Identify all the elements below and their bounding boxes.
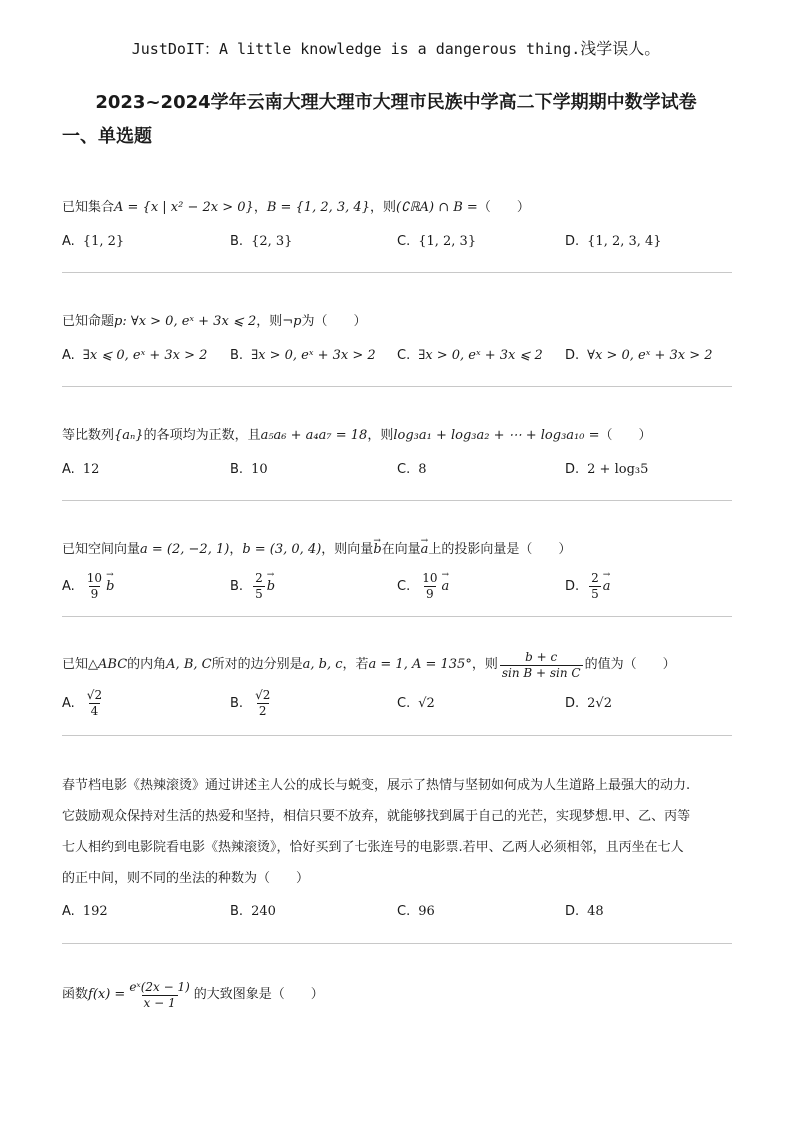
question-4-stem: 已知空间向量 a = (2, −2, 1) ， b = (3, 0, 4) ，则向量 → b 在向量 → a 上的投影向量是（ ） [62, 538, 732, 562]
option-b[interactable]: B. $\frac{√2}{2}$ [230, 687, 271, 718]
option-c[interactable]: C. 96 [397, 903, 435, 919]
divider [62, 735, 732, 736]
option-c[interactable]: C. 8 [397, 461, 427, 477]
question-1-options [62, 226, 732, 256]
question-2-stem: 已知命题 p: ∀x > 0, eˣ + 3x ⩽ 2 ，则 ¬p 为（ ） [62, 314, 367, 329]
question-6-options [62, 896, 732, 926]
question-5 [62, 646, 732, 722]
option-c[interactable]: C. {1, 2, 3} [397, 233, 477, 249]
option-a[interactable]: A. 192 [62, 903, 108, 919]
question-3-stem: 等比数列 {aₙ} 的各项均为正数，且 a₅a₆ + a₄a₇ = 18 ，则 log₃a₁ + log₃a₂ + ⋯ + log₃a₁₀ = （ ） [62, 428, 652, 443]
question-6-stem: 春节档电影《热辣滚烫》通过讲述主人公的成长与蜕变，展示了热情与坚韧如何成为人生道路上最强大的动力. 它鼓励观众保持对生活的热爱和坚持，相信只要不放弃，就能够找到属于自己的光芒，实现梦想.甲、乙、丙等 七人相约到电影院看电影《热辣滚烫》，恰好买到了七张连号的电影票.若甲、乙两人必须相邻，且丙坐在七人 的正中间，则不同的坐法的种数为（ ） [62, 778, 691, 886]
option-c[interactable]: C. √2 [397, 695, 435, 711]
option-b[interactable]: B. 240 [230, 903, 276, 919]
question-4-options [62, 568, 732, 604]
divider [62, 943, 732, 944]
question-5-options [62, 684, 732, 722]
option-c[interactable]: C. ∃x > 0, eˣ + 3x ⩽ 2 [397, 347, 543, 363]
question-3-options [62, 454, 732, 484]
option-d[interactable]: D. $\frac{2}{5}$ → a [565, 568, 611, 604]
question-4 [62, 538, 732, 604]
option-c[interactable]: C. $\frac{10}{9}$ → a [397, 568, 449, 604]
question-1-stem: 已知集合 A = {x | x² − 2x > 0} ， B = {1, 2, 3, 4} ，则 (∁ℝA) ∩ B = （ ） [62, 200, 530, 215]
option-b[interactable]: B. $\frac{2}{5}$ → b [230, 568, 275, 604]
option-a[interactable]: A. $\frac{√2}{4}$ [62, 687, 103, 718]
question-2-options [62, 340, 732, 370]
question-7 [62, 976, 732, 1014]
motto-banner [0, 36, 792, 59]
divider [62, 616, 732, 617]
question-6 [62, 770, 732, 926]
question-2 [62, 310, 732, 370]
option-d[interactable]: D. 2√2 [565, 695, 612, 711]
option-b[interactable]: B. {2, 3} [230, 233, 293, 249]
section-heading: 一、单选题 [62, 126, 152, 147]
question-3 [62, 424, 732, 484]
option-d[interactable]: D. 48 [565, 903, 604, 919]
exam-title: 2023~2024学年云南大理大理市大理市民族中学高二下学期期中数学试卷 [95, 92, 697, 113]
question-7-stem: 函数 f(x) = $\frac{\text{eˣ(2x − 1)}}{x - 1}$ 的大致图象是（ ） [62, 979, 324, 1010]
divider [62, 272, 732, 273]
option-a[interactable]: A. 12 [62, 461, 100, 477]
motto-chinese: 浅学误人。 [580, 39, 661, 58]
divider [62, 386, 732, 387]
option-d[interactable]: D. 2 + log₃5 [565, 461, 649, 477]
option-d[interactable]: D. ∀x > 0, eˣ + 3x > 2 [565, 347, 713, 363]
option-b[interactable]: B. ∃x > 0, eˣ + 3x > 2 [230, 347, 376, 363]
option-b[interactable]: B. 10 [230, 461, 268, 477]
divider [62, 500, 732, 501]
option-a[interactable]: A. $\frac{10}{9}$ → b [62, 568, 114, 604]
option-a[interactable]: A. {1, 2} [62, 233, 125, 249]
option-a[interactable]: A. ∃x ⩽ 0, eˣ + 3x > 2 [62, 347, 208, 363]
option-d[interactable]: D. {1, 2, 3, 4} [565, 233, 662, 249]
question-5-stem: 已知 △ABC 的内角 A, B, C 所对的边分别是 a, b, c ，若 a = 1, A = 135° ，则 $\frac{b + c}{\text{sin B + sin C}}$ 的值为（ ） [62, 649, 676, 680]
motto-english: JustDoIT：A little knowledge is a dangerous thing. [131, 40, 581, 58]
question-1 [62, 196, 732, 256]
